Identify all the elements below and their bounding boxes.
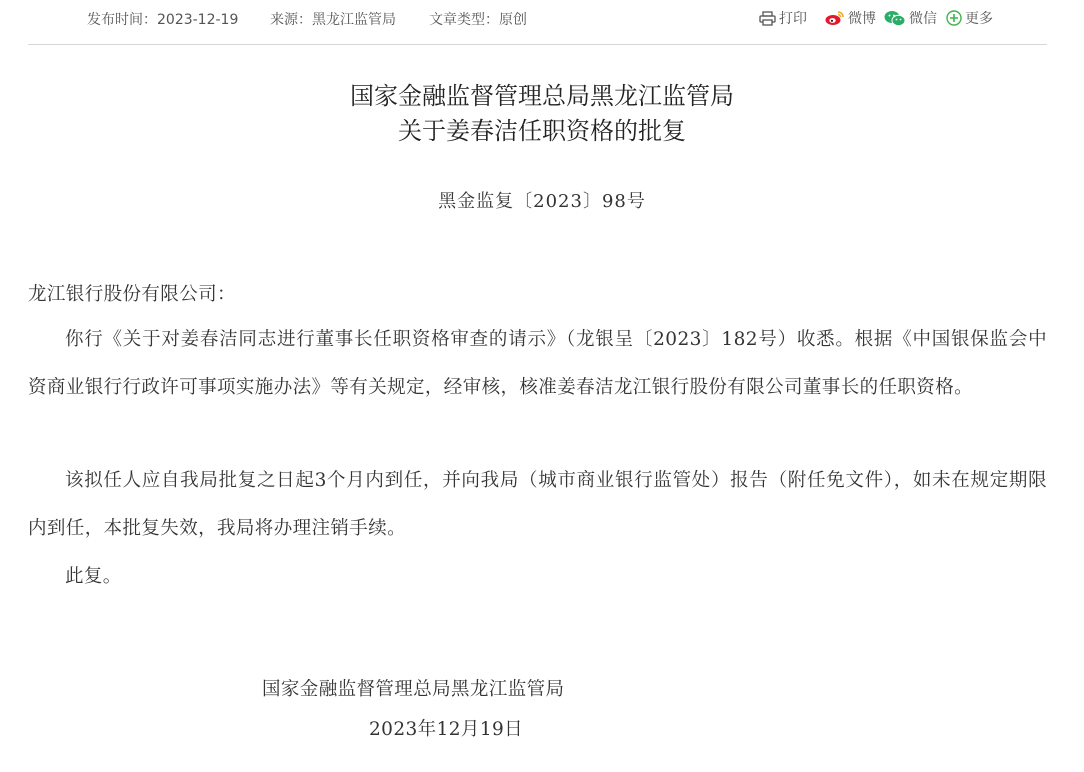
document-number: 黑金监复〔2023〕98号 — [438, 191, 646, 212]
plus-circle-icon — [946, 10, 962, 26]
printer-icon — [759, 11, 776, 26]
body-paragraph-2: 该拟任人应自我局批复之日起3个月内到任，并向我局（城市商业银行监管处）报告（附任免文件），如未在规定期限内到任，本批复失效，我局将办理注销手续。 — [28, 470, 1047, 539]
share-wechat-button[interactable] — [884, 8, 937, 28]
wechat-label: 微信 — [909, 11, 937, 27]
article-title-line1: 国家金融监督管理总局黑龙江监管局 — [350, 82, 734, 110]
article-title-line2: 关于姜春洁任职资格的批复 — [398, 117, 686, 145]
publish-time: 发布时间：2023-12-19 — [87, 12, 239, 28]
signature-date: 2023年12月19日 — [369, 719, 524, 740]
more-share-button[interactable] — [946, 8, 993, 28]
salutation: 龙江银行股份有限公司： — [28, 284, 236, 305]
header-divider — [28, 44, 1047, 45]
article-type: 文章类型：原创 — [429, 12, 527, 28]
weibo-icon — [825, 10, 845, 26]
print-button[interactable] — [759, 8, 807, 28]
body-paragraph-1: 你行《关于对姜春洁同志进行董事长任职资格审查的请示》（龙银呈〔2023〕182号）收悉。根据《中国银保监会中资商业银行行政许可事项实施办法》等有关规定，经审核，核准姜春洁龙江银行股份有限公司董事长的任职资格。 — [28, 329, 1047, 398]
body-paragraph-3: 此复。 — [65, 566, 122, 587]
share-weibo-button[interactable] — [825, 8, 876, 28]
signature-org: 国家金融监督管理总局黑龙江监管局 — [262, 679, 565, 700]
article-source: 来源：黑龙江监管局 — [270, 12, 396, 28]
article-meta-bar — [0, 0, 1084, 36]
more-label: 更多 — [965, 11, 993, 27]
print-label: 打印 — [779, 11, 807, 27]
wechat-icon — [884, 10, 906, 27]
weibo-label: 微博 — [848, 11, 876, 27]
